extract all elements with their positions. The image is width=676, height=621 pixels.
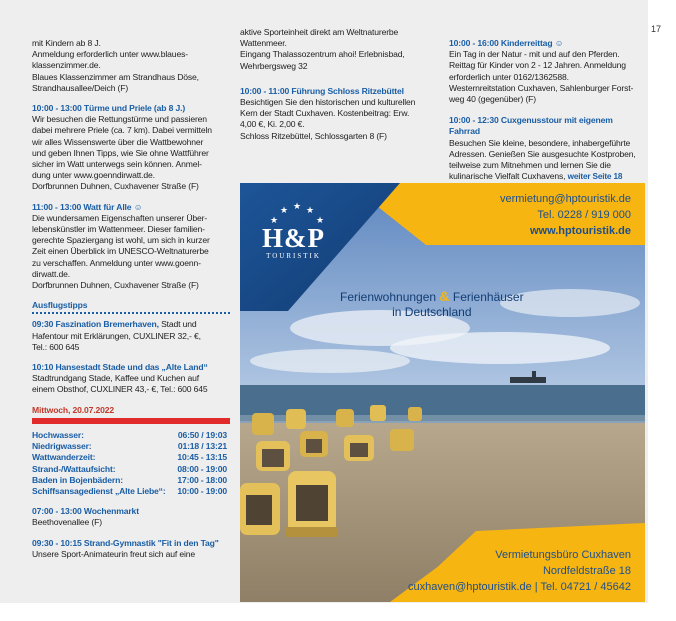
tide-label: Wattwanderzeit: — [32, 452, 96, 463]
text-line: erforderlich unter 0162/1362588. — [449, 71, 569, 82]
intro-block — [240, 27, 438, 72]
text-line: Besuchen Sie kleine, besondere, inhabergeführte — [449, 137, 631, 148]
table-row — [32, 441, 227, 452]
text-line: Dorfbrunnen Duhnen, Cuxhavener Straße (F) — [32, 280, 199, 291]
tide-label: Schiffsansagedienst „Alte Liebe“: — [32, 485, 166, 496]
hp-logo — [262, 223, 325, 260]
text-line — [449, 171, 645, 182]
event-title: 09:30 - 10:15 Strand-Gymnastik "Fit in den Tag" — [32, 537, 219, 548]
trip-title-rest: Stadt und — [158, 319, 197, 330]
text-line: Unsere Sport-Animateurin freut sich auf eine — [32, 548, 195, 559]
tide-label: Hochwasser: — [32, 429, 84, 440]
text-line: mit Kindern ab 8 J. — [32, 38, 101, 48]
tide-label: Strand-/Wattaufsicht: — [32, 463, 116, 474]
text-line: dirwatt.de. — [32, 268, 70, 279]
text-line: Adressen. Genießen Sie ausgesuchte Kostproben, — [449, 148, 636, 159]
event-title: 11:00 - 13:00 Watt für Alle ☺ — [32, 201, 143, 212]
ad-website[interactable]: www.hptouristik.de — [529, 225, 631, 237]
tide-label: Baden in Bojenbädern: — [32, 474, 123, 485]
event-cuxgenusstour — [449, 115, 645, 182]
text-line: klassenzimmer.de. — [32, 60, 101, 71]
text-line: Stadtrundgang Stade, Kaffee und Kuchen auf — [32, 373, 199, 384]
continued-link[interactable]: weiter Seite 18 — [567, 172, 623, 182]
logo-main: H&P — [262, 223, 325, 253]
intro-block — [32, 38, 230, 94]
event-title: 10:00 - 12:30 Cuxgenusstour mit eigenem Fahrrad — [449, 115, 613, 137]
text-line: und geben Ihnen Tipps, wie Sie ohne Wattführer — [32, 147, 209, 158]
tide-value: 10:00 - 19:00 — [177, 485, 227, 496]
page-number: 17 — [651, 24, 662, 34]
text-line: sicher im Watt unterwegs sein können. Anmel- — [32, 159, 202, 170]
column-left — [32, 38, 230, 569]
logo-sub: TOURISTIK — [266, 252, 321, 260]
text-line: einem Obsthof, CUXLINER 43,- €, Tel.: 600 645 — [32, 384, 208, 395]
svg-text:★: ★ — [280, 205, 289, 215]
column-middle — [240, 27, 438, 151]
svg-text:★: ★ — [270, 215, 279, 225]
text-line: aktive Sporteinheit direkt am Weltnaturerbe — [240, 27, 399, 37]
text-line: Eingang Thalassozentrum ahoi! Erlebnisbad, — [240, 49, 405, 60]
tide-value: 01:18 / 13:21 — [177, 441, 227, 452]
tide-table — [32, 430, 227, 497]
text-line: Strandhausallee/Deich (F) — [32, 82, 129, 93]
trip-stade — [32, 362, 230, 396]
text-line: Ein Tag in der Natur - mit und auf den Pferden. — [449, 49, 620, 60]
headline-c: in Deutschland — [392, 305, 472, 319]
text-line: Kern der Stadt Cuxhaven. Kostenbeitrag: Erw. — [240, 108, 410, 119]
text-line: Dorfbrunnen Duhnen, Cuxhavener Straße (F) — [32, 181, 199, 192]
table-row — [32, 464, 227, 475]
event-watt-fuer-alle — [32, 202, 230, 292]
svg-text:★: ★ — [306, 205, 315, 215]
event-title: 10:00 - 11:00 Führung Schloss Ritzebüttel — [240, 85, 404, 96]
text-line: dung unter www.goenndirwatt.de. — [32, 170, 155, 181]
event-title: 10:00 - 13:00 Türme und Priele (ab 8 J.) — [32, 103, 186, 114]
text-line: Westernreitstation Cuxhaven, Sahlenburger Forst- — [449, 82, 634, 93]
date-red-bar — [32, 418, 230, 424]
hp-touristik-advertisement[interactable] — [240, 183, 645, 602]
text-line: Blaues Klassenzimmer am Strandhaus Döse, — [32, 71, 199, 82]
ad-headline — [340, 289, 524, 320]
text-line: lebenskünstler im Wattenmeer. Dieser familien- — [32, 224, 205, 235]
text-fragment: kulinarische Vielfalt Cuxhavens, — [449, 171, 566, 182]
headline-a: Ferienwohnungen — [340, 290, 437, 304]
svg-text:★: ★ — [293, 201, 302, 211]
table-row — [32, 486, 227, 497]
ad-street: Nordfeldstraße 18 — [542, 565, 631, 577]
event-kinderreittag — [449, 38, 645, 105]
text-line: Beethovenallee (F) — [32, 517, 102, 528]
event-tuerme-priele — [32, 103, 230, 193]
ad-email[interactable]: vermietung@hptouristik.de — [499, 193, 631, 205]
tide-value: 08:00 - 19:00 — [177, 463, 227, 474]
text-line: Reittag für Kinder von 2 - 12 Jahren. Anmeldung — [449, 60, 626, 71]
event-strand-gymnastik — [32, 538, 230, 560]
ad-contact-top — [500, 191, 631, 239]
date-heading: Mittwoch, 20.07.2022 — [32, 404, 115, 415]
tide-label: Niedrigwasser: — [32, 441, 92, 452]
tide-value: 06:50 / 19:03 — [177, 429, 227, 440]
text-line: teilweise zum Mitnehmen und lernen Sie die — [449, 160, 611, 171]
text-line: Zeit einen Überblick im UNESCO-Weltnaturerbe — [32, 246, 209, 257]
text-line: Hafentour mit Erklärungen, CUXLINER 32,- €, — [32, 330, 201, 341]
text-line: Wehrbergsweg 32 — [240, 60, 308, 71]
trip-title-line — [32, 319, 230, 330]
text-line: wir alles Wissenswerte über die Wattbewohner — [32, 136, 204, 147]
headline-amp: & — [439, 288, 450, 304]
trip-title: 10:10 Hansestadt Stade und das „Alte Land“ — [32, 362, 208, 373]
column-right — [449, 38, 645, 191]
ad-office: Vermietungsbüro Cuxhaven — [495, 549, 631, 561]
tide-value: 10:45 - 13:15 — [177, 452, 227, 463]
text-line: weg 40 (gegenüber) (F) — [449, 94, 536, 105]
table-row — [32, 475, 227, 486]
text-line: dabei mehrere Priele (ca. 7 km). Dabei vermitteln — [32, 125, 212, 136]
event-title: 07:00 - 13:00 Wochenmarkt — [32, 506, 139, 517]
event-wochenmarkt — [32, 506, 230, 528]
table-row — [32, 452, 227, 463]
table-row — [32, 430, 227, 441]
trip-bremerhaven — [32, 319, 230, 353]
event-schloss-ritzebuettel — [240, 86, 438, 142]
event-title: 10:00 - 16:00 Kinderreittag ☺ — [449, 38, 564, 48]
text-line: 4,00 €, Ki. 2,00 €. — [240, 119, 305, 130]
headline-line-1 — [340, 289, 524, 305]
text-line: Wir besuchen die Rettungstürme und passieren — [32, 114, 207, 125]
text-line: Besichtigen Sie den historischen und kulturellen — [240, 97, 416, 108]
section-title-ausflugstipps: Ausflugstipps — [32, 300, 88, 311]
svg-text:★: ★ — [316, 215, 325, 225]
tide-value: 17:00 - 18:00 — [177, 474, 227, 485]
ad-contact-bottom — [408, 547, 631, 595]
trip-title: 09:30 Faszination Bremerhaven, — [32, 319, 159, 330]
text-line: Tel.: 600 645 — [32, 341, 80, 352]
text-line: gerechte Spaziergang ist wohl, um sich in kurzer — [32, 235, 210, 246]
ad-phone: Tel. 0228 / 919 000 — [537, 209, 631, 221]
text-line: Schloss Ritzebüttel, Schlossgarten 8 (F) — [240, 130, 387, 141]
dotted-divider — [32, 312, 230, 314]
text-line: zu verschaffen. Anmeldung unter www.goenn- — [32, 257, 201, 268]
headline-b: Ferienhäuser — [452, 290, 524, 304]
text-line: Anmeldung erforderlich unter www.blaues- — [32, 49, 188, 60]
text-line: Wattenmeer. — [240, 38, 287, 49]
ad-office-contact[interactable]: cuxhaven@hptouristik.de | Tel. 04721 / 45642 — [408, 581, 631, 593]
text-line: Die wundersamen Eigenschaften unserer Über- — [32, 212, 208, 223]
